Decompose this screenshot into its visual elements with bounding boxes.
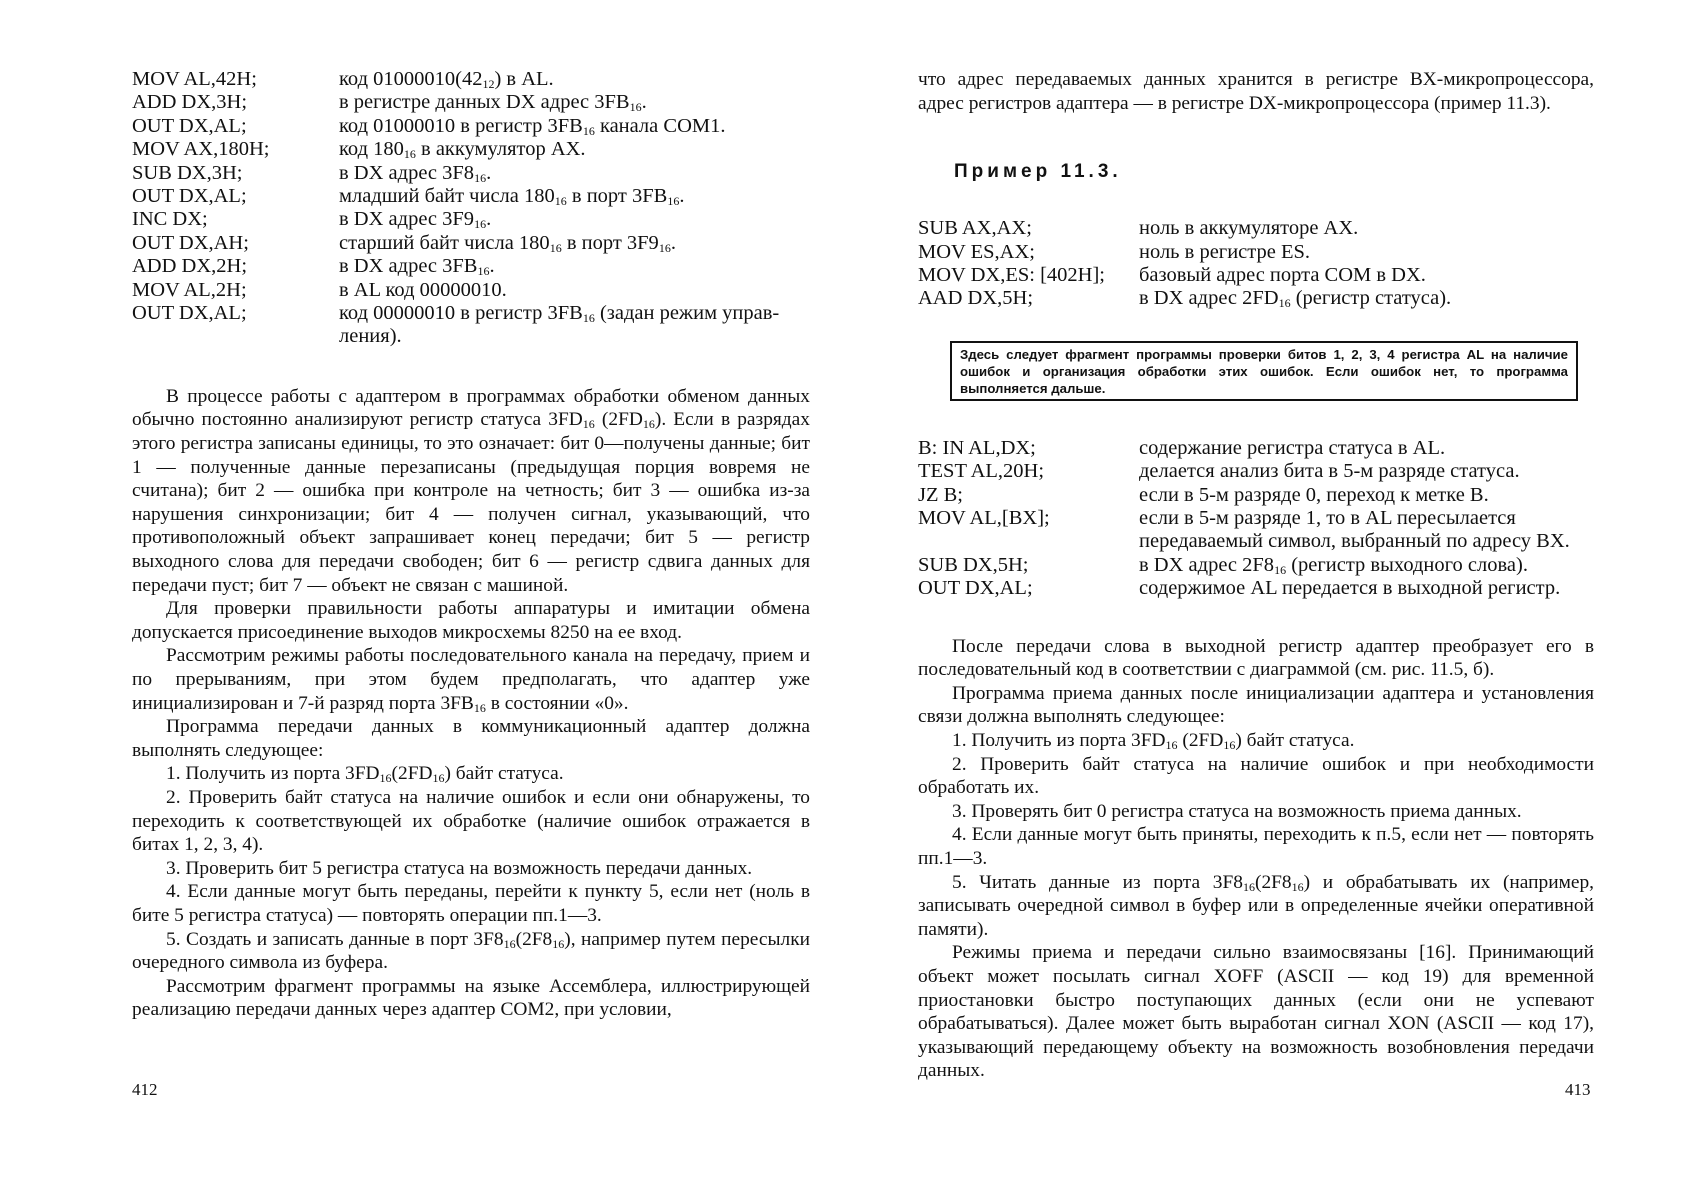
page-number-right: 413: [1565, 1080, 1591, 1099]
code-line: [132, 185, 810, 208]
paragraph: Программа приема данных после инициализации адаптера и установления связи должна выполнять следующее:: [918, 682, 1594, 728]
code-line: [132, 302, 810, 349]
code-line: [132, 232, 810, 255]
code-command: B: IN AL,DX;: [918, 436, 1036, 459]
code-comment: если в 5-м разряде 1, то в AL пересылается передаваемый символ, выбранный по адресу BX.: [1139, 507, 1570, 553]
paragraph: 2. Проверить байт статуса на наличие ошибок и при необходимости обработать их.: [918, 753, 1594, 799]
code-line: [132, 208, 810, 231]
paragraph: 5. Создать и записать данные в порт $3F8_{16}(2F8_{16})$, например путем пересылки очередного символа из буфера.: [132, 928, 810, 974]
code-command: MOV AL,2H;: [132, 278, 247, 301]
paragraph: 2. Проверить байт статуса на наличие ошибок и если они обнаружены, то переходить к соответствующей их обработке (наличие ошибок отражается в битах 1, 2, 3, 4).: [132, 786, 810, 856]
paragraph: Рассмотрим режимы работы последовательного канала на передачу, прием и по прерываниям, при этом будем предполагать, что адаптер уже инициализирован и 7-й разряд порта $3FB_{16}$ в состоянии «0».: [132, 645, 810, 715]
code-line: [132, 68, 810, 91]
code-comment: код 00000010 в регистр $3FB_{16}$ (задан режим управления).: [339, 302, 780, 348]
code-command: MOV ES,AX;: [918, 240, 1035, 263]
code-line: [918, 287, 1594, 310]
code-command: SUB DX,5H;: [918, 553, 1029, 576]
paragraph: Рассмотрим фрагмент программы на языке Ассемблера, иллюстрирующей реализацию передачи данных через адаптер COM2, при условии,: [132, 975, 810, 1021]
paragraph: После передачи слова в выходной регистр адаптер преобразует его в последовательный код в соответствии с диаграммой (см. рис. 11.5, б).: [918, 635, 1594, 681]
code-line: [918, 577, 1594, 600]
example-heading: Пример 11.3.: [954, 161, 1122, 183]
left-body-text: [132, 385, 810, 1022]
paragraph: 1. Получить из порта $3FD_{16}$ $(2FD_{16})$ байт статуса.: [952, 730, 1355, 753]
code-comment: старший байт числа $180_{16}$ в порт $3F9_{16}$.: [339, 231, 676, 255]
code-line: [132, 279, 810, 302]
left-page: [132, 68, 810, 1022]
code-command: SUB DX,3H;: [132, 161, 243, 184]
right-body-text: [918, 635, 1594, 1083]
paragraph: 4. Если данные могут быть переданы, перейти к пункту 5, если нет (ноль в бите 5 регистра статуса) — повторять операции пп.1—3.: [132, 881, 810, 926]
right-page: [918, 68, 1594, 1083]
code-comment: ноль в регистре ES.: [1139, 240, 1311, 263]
code-comment: если в 5-м разряде 0, переход к метке B.: [1139, 483, 1489, 506]
code-listing-left: [132, 68, 810, 349]
code-command: MOV AL,[BX];: [918, 507, 1050, 530]
code-comment: в AL код 00000010.: [339, 278, 507, 301]
right-intro-text: [918, 68, 1594, 115]
code-line: [918, 437, 1594, 460]
code-comment: младший байт числа $180_{16}$ в порт $3FB_{16}$.: [339, 185, 685, 209]
paragraph: Программа передачи данных в коммуникационный адаптер должна выполнять следующее:: [132, 716, 810, 761]
note-box: Здесь следует фрагмент программы проверки битов 1, 2, 3, 4 регистра AL на наличие ошибок и организация обработки этих ошибок. Если ошибок нет, то программа выполняется дальше.: [950, 341, 1578, 401]
code-comment: код 01000010 в регистр $3FB_{16}$ канала COM1.: [339, 114, 726, 138]
code-command: ADD DX,3H;: [132, 91, 248, 114]
code-comment: код $01000010(42_{12})$ в AL.: [339, 68, 554, 91]
code-command: OUT DX,AL;: [132, 185, 247, 208]
code-command: OUT DX,AH;: [132, 231, 249, 254]
code-line: [132, 138, 810, 161]
code-line: [132, 162, 810, 185]
code-comment: ноль в аккумуляторе AX.: [1139, 217, 1359, 240]
paragraph: что адрес передаваемых данных хранится в регистре BX-микропроцессора, адрес регистров адаптера — в регистре DX-микропроцессора (пример 11.3).: [918, 69, 1594, 114]
code-listing-right-b: [918, 437, 1594, 601]
paragraph: 1. Получить из порта $3FD_{16}(2FD_{16})$ байт статуса.: [166, 763, 564, 786]
code-comment: делается анализ бита в 5-м разряде статуса.: [1139, 460, 1520, 483]
paragraph: Режимы приема и передачи сильно взаимосвязаны [16]. Принимающий объект может посылать сигнал XOFF (ASCII — код 19) для временной приостановки быстро поступающих данных (если они не успевают обрабатываться). Далее может быть выработан сигнал XON (ASCII — код 17), указывающий передающему объекту на возможность возобновления передачи данных.: [918, 942, 1594, 1082]
code-comment: в регистре данных DX адрес $3FB_{16}$.: [339, 91, 647, 115]
code-comment: в DX адрес $2F8_{16}$ (регистр выходного слова).: [1139, 553, 1528, 577]
code-comment: в DX адрес $3F8_{16}$.: [339, 161, 492, 185]
code-command: TEST AL,20H;: [918, 460, 1045, 483]
code-command: OUT DX,AL;: [132, 302, 247, 325]
paragraph: Для проверки правильности работы аппаратуры и имитации обмена допускается присоединение выходов микросхемы 8250 на ее вход.: [132, 598, 810, 643]
code-comment: базовый адрес порта COM в DX.: [1139, 264, 1426, 286]
code-comment: содержание регистра статуса в AL.: [1139, 436, 1446, 459]
code-comment: содержимое AL передается в выходной регистр.: [1139, 577, 1561, 600]
code-listing-right-a: [918, 217, 1594, 311]
code-command: AAD DX,5H;: [918, 287, 1034, 310]
paragraph: 3. Проверить бит 5 регистра статуса на возможность передачи данных.: [166, 857, 753, 879]
paragraph: 5. Читать данные из порта $3F8_{16}(2F8_{16})$ и обрабатывать их (например, записывать очередной символ в буфер или в определенные ячейки оперативной памяти).: [918, 871, 1595, 940]
code-command: OUT DX,AL;: [132, 114, 247, 137]
code-line: [132, 91, 810, 114]
code-line: [918, 554, 1594, 577]
code-line: [918, 264, 1594, 287]
code-line: [918, 241, 1594, 264]
code-command: MOV AX,180H;: [132, 138, 270, 161]
code-command: JZ B;: [918, 483, 963, 506]
code-command: MOV DX,ES: [402H];: [918, 264, 1105, 286]
code-line: [132, 115, 810, 138]
code-line: [918, 507, 1594, 554]
code-line: [132, 255, 810, 278]
code-comment: в DX адрес $3F9_{16}$.: [339, 208, 492, 232]
code-command: OUT DX,AL;: [918, 577, 1033, 600]
code-comment: в DX адрес $3FB_{16}$.: [339, 255, 495, 279]
code-line: [918, 217, 1594, 240]
code-comment: код $180_{16}$ в аккумулятор AX.: [339, 138, 586, 162]
page-number-left: 412: [132, 1080, 158, 1099]
code-line: [918, 460, 1594, 483]
code-comment: в DX адрес $2FD_{16}$ (регистр статуса).: [1139, 287, 1452, 311]
code-command: MOV AL,42H;: [132, 68, 257, 90]
code-command: INC DX;: [132, 208, 208, 231]
code-command: ADD DX,2H;: [132, 255, 248, 278]
code-line: [918, 484, 1594, 507]
code-command: SUB AX,AX;: [918, 217, 1032, 240]
paragraph: 4. Если данные могут быть приняты, переходить к п.5, если нет — повторять пп.1—3.: [918, 824, 1594, 869]
paragraph: В процессе работы с адаптером в программах обработки обменом данных обычно постоянно анализируют регистр статуса $3FD_{16}$ $(2FD_{16})$. Если в разрядах этого регистра записаны единицы, то это означает: бит 0—получены данные; бит 1 — полученные данные перезаписаны (предыдущая порция вовремя не считана); бит 2 — ошибка при контроле на четность; бит 3 — ошибка из-за нарушения синхронизации; бит 4 — получен сигнал, указывающий, что противоположный объект запрашивает конец передачи; бит 5 — регистр выходного слова для передачи свободен; бит 6 — регистр сдвига данных для передачи пуст; бит 7 — объект не связан с машиной.: [132, 385, 810, 596]
paragraph: 3. Проверять бит 0 регистра статуса на возможность приема данных.: [952, 800, 1522, 822]
